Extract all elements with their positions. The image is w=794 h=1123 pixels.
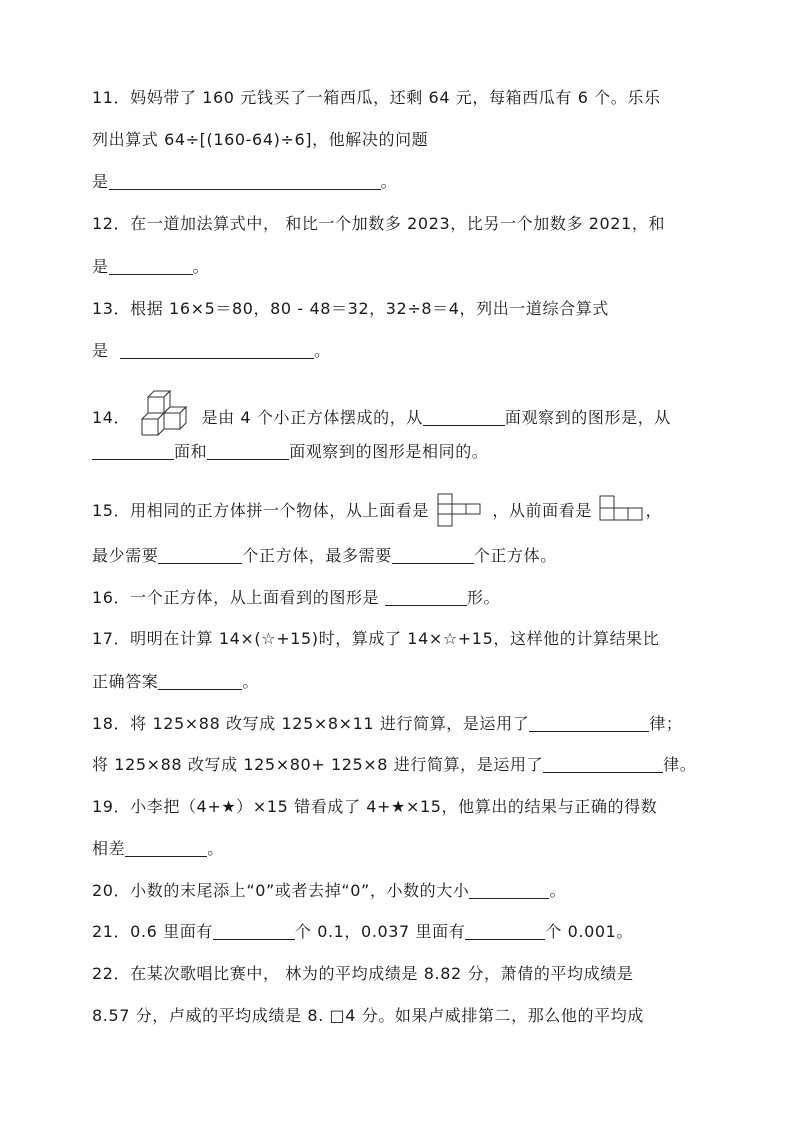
q17-answer-blank[interactable] bbox=[158, 673, 242, 690]
q12-line2 bbox=[92, 256, 209, 278]
q18-text-d: 律。 bbox=[663, 755, 697, 774]
q15-text-d: 最少需要 bbox=[92, 546, 159, 565]
q14-line2 bbox=[92, 441, 488, 463]
q22-line2: 8.57 分，卢威的平均成绩是 8. □4 分。如果卢威排第二，那么他的平均成 bbox=[92, 1006, 644, 1025]
q11-suffix: 。 bbox=[380, 172, 398, 191]
q13-suffix: 。 bbox=[313, 341, 331, 360]
q15-text-b: ，从前面看是 bbox=[492, 501, 592, 520]
q18-text-c: 将 125×88 改写成 125×80+ 125×8 进行简算，是运用了 bbox=[92, 755, 544, 774]
q17-prefix: 正确答案 bbox=[92, 672, 159, 691]
q15-front-view-figure bbox=[598, 494, 646, 524]
q16-line1 bbox=[92, 587, 500, 609]
q19-prefix: 相差 bbox=[92, 839, 126, 858]
q21-text-c: 个 0.001。 bbox=[545, 922, 634, 941]
q21-line1 bbox=[92, 921, 633, 943]
q11-line3 bbox=[92, 171, 397, 193]
q21-text-a: 21．0.6 里面有 bbox=[92, 922, 213, 941]
q15-text-a: 15．用相同的正方体拼一个物体，从上面看是 bbox=[92, 501, 429, 520]
q16-text-a: 16．一个正方体，从上面看到的图形是 bbox=[92, 588, 380, 607]
q21-blank-1[interactable] bbox=[213, 923, 295, 940]
q18-text-b: 律； bbox=[649, 714, 683, 733]
q15-blank-max[interactable] bbox=[392, 547, 474, 564]
q22-line1: 22．在某次歌唱比赛中， 林为的平均成绩是 8.82 分，萧倩的平均成绩是 bbox=[92, 964, 634, 983]
q19-line2 bbox=[92, 838, 224, 860]
q16-answer-blank[interactable] bbox=[385, 589, 467, 606]
q19-line1: 19．小李把（4+★）×15 错看成了 4+★×15，他算出的结果与正确的得数 bbox=[92, 797, 658, 816]
q13-prefix: 是 bbox=[92, 341, 109, 360]
q11-answer-blank[interactable] bbox=[109, 173, 381, 190]
q15-line2 bbox=[92, 545, 557, 567]
q20-text-a: 20．小数的末尾添上“0”或者去掉“0”，小数的大小 bbox=[92, 881, 470, 900]
q18-line1 bbox=[92, 713, 683, 735]
q21-text-b: 个 0.1，0.037 里面有 bbox=[294, 922, 466, 941]
q14-text-b: 面观察到的图形是，从 bbox=[504, 408, 671, 427]
q20-answer-blank[interactable] bbox=[469, 882, 549, 899]
q15-blank-min[interactable] bbox=[158, 547, 242, 564]
q15-top-view-figure bbox=[435, 492, 487, 528]
q14-line1 bbox=[92, 389, 671, 437]
q16-text-b: 形。 bbox=[466, 588, 501, 607]
q20-text-b: 。 bbox=[549, 881, 567, 900]
q11-prefix: 是 bbox=[92, 172, 109, 191]
q17-line1: 17．明明在计算 14×(☆+15)时，算成了 14×☆+15，这样他的计算结果比 bbox=[92, 629, 660, 648]
q17-line2 bbox=[92, 671, 259, 693]
q13-line2 bbox=[92, 340, 331, 362]
q19-answer-blank[interactable] bbox=[125, 840, 207, 857]
q15-text-f: 个正方体。 bbox=[473, 546, 557, 565]
q12-prefix: 是 bbox=[92, 257, 109, 276]
q14-blank-3[interactable] bbox=[207, 443, 289, 460]
q13-answer-blank[interactable] bbox=[120, 342, 314, 359]
q11-line2: 列出算式 64÷[(160-64)÷6]，他解决的问题 bbox=[92, 130, 429, 149]
q18-text-a: 18．将 125×88 改写成 125×8×11 进行简算，是运用了 bbox=[92, 714, 530, 733]
q21-blank-2[interactable] bbox=[465, 923, 545, 940]
q11-line1: 11．妈妈带了 160 元钱买了一箱西瓜，还剩 64 元，每箱西瓜有 6 个。乐乐 bbox=[92, 88, 661, 107]
q12-suffix: 。 bbox=[192, 257, 210, 276]
q14-blank-1[interactable] bbox=[423, 409, 505, 426]
q12-line1: 12．在一道加法算式中， 和比一个加数多 2023，比另一个加数多 2021，和 bbox=[92, 214, 666, 233]
q19-suffix: 。 bbox=[207, 839, 224, 858]
q20-line1 bbox=[92, 880, 566, 902]
q14-text-c: 面和 bbox=[174, 442, 208, 461]
q14-text-a: 是由 4 个小正方体摆成的，从 bbox=[201, 408, 423, 427]
q14-number: 14． bbox=[92, 408, 131, 427]
q15-line1 bbox=[92, 492, 662, 528]
q14-text-d: 面观察到的图形是相同的。 bbox=[289, 442, 489, 461]
q17-suffix: 。 bbox=[242, 672, 260, 691]
q14-blank-2[interactable] bbox=[92, 443, 174, 460]
q18-blank-1[interactable] bbox=[529, 715, 649, 732]
q18-line2 bbox=[92, 754, 696, 776]
q13-line1: 13．根据 16×5＝80，80 - 48＝32，32÷8＝4，列出一道综合算式 bbox=[92, 299, 609, 318]
q15-text-c: ， bbox=[645, 501, 663, 520]
q14-cube-stack-figure bbox=[136, 389, 196, 437]
q15-text-e: 个正方体，最多需要 bbox=[242, 546, 392, 565]
q12-answer-blank[interactable] bbox=[109, 258, 193, 275]
q18-blank-2[interactable] bbox=[543, 756, 663, 773]
